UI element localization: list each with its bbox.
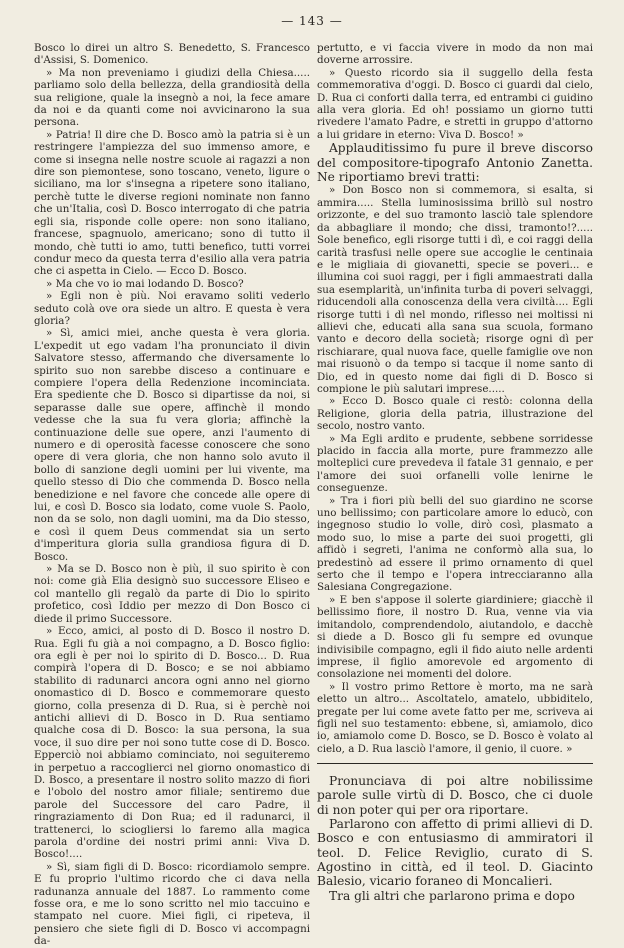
right-column [317,42,593,903]
paragraph: » E ben s'appose il solerte giardiniere; giacchè il bellissimo fiore, il nostro D. Rua, venne via via imitandolo, comprendendolo, aiutandolo, e dacchè si diede a D. Bosco gli fu sempre ed ovunque indivisibile compagno, egli il fido aiuto nelle ardenti imprese, il figlio amorevole ed argomento di consolazione nei momenti del dolore. [317,593,593,681]
page-number: — 143 — [281,14,343,28]
paragraph: Parlarono con affetto di primi allievi di D. Bosco e con entusiasmo di ammiratori il teol. D. Felice Reviglio, curato di S. Agostino in città, ed il teol. D. Giacinto Balesio, vicario foraneo di Moncalieri. [317,817,593,889]
paragraph: » Egli non è più. Noi eravamo soliti vederlo seduto colà ove ora siede un altro. E questa è vera gloria? [34,290,310,327]
closing-section [317,774,593,903]
left-column [34,42,310,948]
paragraph: pertutto, e vi faccia vivere in modo da non mai doverne arrossire. [317,42,593,67]
paragraph: Pronunciava di poi altre nobilissime parole sulle virtù di D. Bosco, che ci duole di non poter qui per ora riportare. [317,774,593,817]
paragraph: » Patria! Il dire che D. Bosco amò la patria si è un restringere l'ampiezza del suo immenso amore, e come si insegna nelle nostre scuole ai ragazzi a non dire son piemontese, sono toscano, veneto, ligure o siciliano, ma lor s'insegna a ripetere sono italiano, perchè tutte le diverse regioni nominate non fanno che un'Italia, così D. Bosco interrogato di che patria egli sia, risponde colle opere: non sono italiano, francese, spagnuolo, americano; sono di tutto il mondo, chè tutti io amo, tutti benefico, tutti vorrei condur meco da questa terra d'esilio alla vera patria che ci aspetta in Cielo. — Ecco D. Bosco. [34,128,310,278]
paragraph: » Ma non preveniamo i giudizi della Chiesa..... parliamo solo della bellezza, della grandiosità della sua religione, quale la insegnò a noi, la fece amare da noi e da quanti come noi avvicinarono la sua persona. [34,66,310,129]
paragraph: » Ma se D. Bosco non è più, il suo spirito è con noi: come già Elia designò suo successore Eliseo e col mantello gli regalò da parte di Dio lo spirito profetico, così Iddio per mezzo di Don Bosco ci diede il primo Successore. [34,563,310,625]
paragraph: Bosco lo direi un altro S. Benedetto, S. Francesco d'Assisi, S. Domenico. [34,42,310,67]
paragraph: » Questo ricordo sia il suggello della festa commemorativa d'oggi. D. Bosco ci guardi dal cielo, D. Rua ci conforti dalla terra, ed entrambi ci guidino alla vera gloria. Ed oh! possiamo un giorno tutti rivedere l'amato Padre, e stretti in gruppo d'attorno a lui gridare in eterno: Viva D. Bosco! » [317,66,593,141]
paragraph: » Ecco D. Bosco quale ci restò: colonna della Religione, gloria della patria, illustrazione del secolo, nostro vanto. [317,395,593,433]
paragraph: » Il vostro primo Rettore è morto, ma ne sarà eletto un altro... Ascoltatelo, amatelo, ubbiditelo, pregate per lui come avete fatto per me, scriveva ai figli nel suo testamento: ebbene, sì, amiamolo, dico io, amiamolo come D. Bosco, se D. Bosco è volato al cielo, a D. Rua lasciò l'amore, il genio, il cuore. » [317,680,593,755]
section-divider [317,763,593,764]
paragraph: » Sì, amici miei, anche questa è vera gloria. L'expedit ut ego vadam l'ha pronunciato il divin Salvatore stesso, affermando che diversamente lo spirito suo non sarebbe disceso a continuare e compiere l'opera della Redenzione incominciata. Era spediente che D. Bosco si dipartisse da noi, si separasse dalle sue opere, affinchè il mondo vedesse che la sua fu vera gloria; affinchè la continuazione delle sue opere, anzi l'aumento di numero e di operosità facesse conoscere che sono opere di vera gloria, che non hanno solo avuto il bollo di sanzione degli uomini per lui vivente, ma quello stesso di Dio che commenda D. Bosco nella benedizione e nel favore che concede alle opere di lui, e così D. Bosco sia lodato, come vuole S. Paolo, non da se solo, non dagli uomini, ma da Dio stesso, e così il quem Deus commendat sia un serto d'imperitura gloria sulla grandiosa figura di D. Bosco. [34,327,310,563]
section-heading: Applauditissimo fu pure il breve discorso del compositore-tipografo Antonio Zanetta. Ne riportiamo brevi tratti: [317,141,593,185]
paragraph: » Ma che vo io mai lodando D. Bosco? [46,277,244,290]
paragraph: » Tra i fiori più belli del suo giardino ne scorse uno bellissimo; con particolare amore lo educò, con ingegnoso studio lo volle, dirò così, plasmato a modo suo, lo mise a parte dei suoi progetti, gli affidò i segreti, l'anima ne conformò alla sua, lo predestinò ad essere il primo ornamento di quel serto che il tempo e l'opera intrecciaranno alla Salesiana Congregazione. [317,494,593,594]
paragraph: » Don Bosco non si commemora, si esalta, si ammira..... Stella luminosissima brillò sul nostro orizzonte, e del suo tramonto lasciò tale splendore da abbagliare il mondo; che dissi, tramonto!?..... Sole benefico, egli risorge tutti i dì, e coi raggi della carità trasfusi nelle opere sue accoglie le centinaia e le migliaia di giovanetti, specie se poveri... e illumina coi suoi raggi, per i figli ammaestrati dalla sua esemplarità, un'infinita turba di poveri selvaggi, riducendoli alla conoscenza della vera civiltà.... Egli risorge tutti i dì nel mondo, riflesso nei moltissi ni allievi che, educati alla sana sua scuola, formano vanto e decoro della società; risorge ogni dì per rischiarare, qual nuova face, quelle famiglie ove non mai risuonò o da tempo si tacque il nome santo di Dio, ed in questo nome dai figli di D. Bosco si compione le più salutari imprese..... [317,184,593,395]
paragraph: » Sì, siam figli di D. Bosco: ricordiamolo sempre. E fu proprio l'ultimo ricordo che ci dava nella radunanza annuale del 1887. Lo rammento come fosse ora, e me lo sono scritto nel mio taccuino e stampato nel cuore. Miei figli, ci ripeteva, il pensiero che siete figli di D. Bosco vi accompagni da- [34,860,310,948]
paragraph: » Ma Egli ardito e prudente, sebbene sorridesse placido in faccia alla morte, pure frammezzo alle molteplici cure prevedeva il fatale 31 gennaio, e per l'amore dei suoi orfanelli volle lenirne le conseguenze. [317,432,593,495]
paragraph: » Ecco, amici, al posto di D. Bosco il nostro D. Rua. Egli fu già a noi compagno, a D. Bosco figlio: ora egli è per noi lo spirito di D. Bosco... D. Rua compirà l'opera di D. Bosco; e se noi abbiamo stabilito di radunarci ancora ogni anno nel giorno onomastico di D. Bosco e commemorare questo giorno, colla presenza di D. Rua, si è perchè noi antichi allievi di D. Bosco in D. Rua sentiamo qualche cosa di D. Bosco: la sua persona, la sua voce, il suo dire per noi sono tutte cose di D. Bosco. Epperciò noi abbiamo cominciato, noi seguiteremo in perpetuo a raccoglierci nel giorno onomastico di D. Bosco, a presentare il nostro solito mazzo di fiori e l'obolo del nostro amor filiale; sentiremo due parole del Successore del caro Padre, il ringraziamento di Don Rua; ed il radunarci, il trattenerci, lo sciogliersi lo faremo alla magica parola d'ordine dei nostri primi anni: Viva D. Bosco!.... [34,625,310,861]
paragraph: Tra gli altri che parlarono prima e dopo [329,888,575,903]
